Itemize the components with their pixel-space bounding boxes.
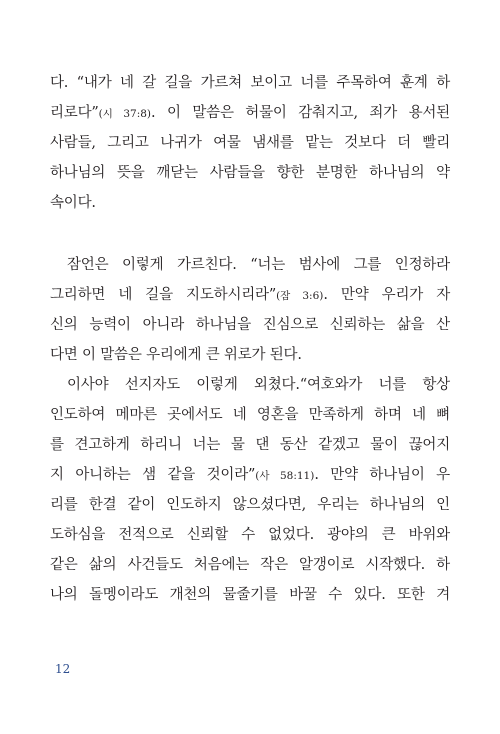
text-line: 인도하여 메마른 곳에서도 네 영혼을 만족하게 하며 네 뼈 [50,407,450,423]
page-number: 12 [55,662,71,676]
text-line: 리를 한결 같이 인도하지 않으셨다면, 우리는 하나님의 인 [50,497,450,513]
text-segment: . 이 말씀은 허물이 감춰지고, 죄가 용서된 [151,105,450,121]
text-segment: 지 아니하는 샘 같을 것이라” [50,467,256,483]
text-line: 도하심을 전적으로 신뢰할 수 없었다. 광야의 큰 바위와 [50,527,450,543]
scripture-reference: (잠 3:6) [276,290,324,302]
paragraph-continued [50,68,450,218]
text-line [50,460,450,490]
text-line: 다면 이 말씀은 우리에게 큰 위로가 된다. [50,347,302,363]
text-segment: 리로다” [50,105,99,121]
text-line: 다. “내가 네 갈 길을 가르쳐 보이고 너를 주목하여 훈계 하 [50,75,450,91]
text-line: 사람들, 그리고 나귀가 여물 냄새를 맡는 것보다 더 빨리 [50,135,450,151]
text-line: 속이다. [50,195,96,211]
text-line: 하나님의 뜻을 깨닫는 사람들을 향한 분명한 하나님의 약 [50,165,450,181]
text-line [50,280,450,310]
scripture-reference: (시 37:8) [98,108,152,120]
text-line [50,98,450,128]
text-line: 이사야 선지자도 이렇게 외쳤다.“여호와가 너를 항상 [67,377,450,393]
text-segment: . 만약 우리가 자 [323,287,450,303]
text-line: 신의 능력이 아니라 하나님을 진심으로 신뢰하는 삶을 산 [50,317,450,333]
scripture-reference: (사 58:11) [255,470,315,482]
text-line: 잠언은 이렇게 가르친다. “너는 범사에 그를 인정하라 [67,257,450,273]
text-segment: . 만약 하나님이 우 [314,467,450,483]
paragraphs-proverbs-isaiah [50,250,450,610]
text-line: 나의 돌멩이라도 개천의 물줄기를 바꿀 수 있다. 또한 겨 [50,587,450,603]
text-segment: 그리하면 네 길을 지도하시리라” [50,287,277,303]
text-line: 를 견고하게 하리니 너는 물 댄 동산 같겠고 물이 끊어지 [50,437,450,453]
text-line: 같은 삶의 사건들도 처음에는 작은 알갱이로 시작했다. 하 [50,557,450,573]
